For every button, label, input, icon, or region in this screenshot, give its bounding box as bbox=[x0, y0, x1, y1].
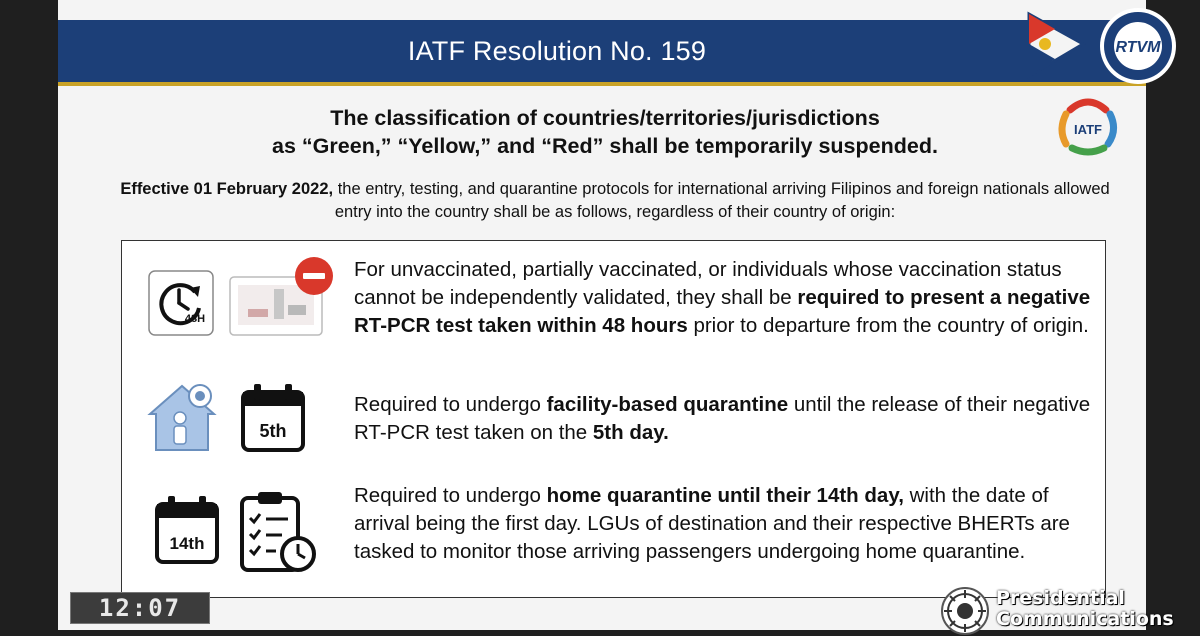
network-name: Presidential bbox=[996, 587, 1125, 609]
rule-2-emphasis: facility-based quarantine bbox=[546, 393, 789, 416]
network-watermark bbox=[996, 588, 1174, 630]
rule-2-text bbox=[354, 391, 1094, 447]
no-entry-test-icon bbox=[228, 255, 336, 337]
rule-1-text-b: prior to departure from the country of origin. bbox=[687, 314, 1089, 337]
rule-3-emphasis: home quarantine until their 14th day, bbox=[546, 484, 904, 507]
rule-1-text-a: For unvaccinated, partially vaccinated, or individuals whose vaccination status cannot be independently validated, they shall be bbox=[354, 258, 1062, 309]
calendar-14th-label: 14th bbox=[169, 534, 205, 553]
presidential-seal-icon bbox=[940, 586, 990, 636]
headline-line-1: The classification of countries/territories/jurisdictions bbox=[330, 106, 880, 130]
rtvm-logo-text: RTVM bbox=[1115, 39, 1161, 56]
rule-2-text-b: until the release of their negative RT-PCR test taken on the bbox=[354, 393, 1091, 444]
rule-3-text bbox=[354, 482, 1094, 566]
iatf-logo-icon bbox=[1052, 90, 1124, 168]
iatf-logo-text: IATF bbox=[1074, 122, 1102, 137]
checklist-clock-icon bbox=[238, 490, 318, 574]
network-name-line2: Communications bbox=[996, 608, 1174, 630]
rule-2-text-a: Required to undergo bbox=[354, 393, 547, 416]
house-quarantine-icon bbox=[146, 380, 218, 452]
title-bar bbox=[58, 20, 1146, 86]
broadcast-clock: 12:07 bbox=[70, 592, 210, 624]
calendar-5th-label: 5th bbox=[259, 421, 287, 441]
intro-text: the entry, testing, and quarantine protocols for international arriving Filipinos and foreign nationals allowed entry into the country shall be as follows, regardless of their country of origin: bbox=[333, 180, 1110, 221]
clock-48h-label: 48H bbox=[184, 313, 206, 325]
clock-48h-icon bbox=[148, 270, 214, 336]
rule-1-text bbox=[354, 256, 1094, 340]
effective-date: Effective 01 February 2022, bbox=[120, 180, 334, 198]
calendar-14th-icon bbox=[154, 494, 220, 566]
calendar-5th-icon bbox=[240, 382, 306, 454]
slide-title: IATF Resolution No. 159 bbox=[407, 35, 707, 66]
rule-2-emphasis-day: 5th day. bbox=[592, 421, 669, 444]
intro-paragraph bbox=[120, 178, 1110, 224]
headline-line-2: as “Green,” “Yellow,” and “Red” shall be temporarily suspended. bbox=[272, 134, 938, 158]
rule-3-text-b: with the date of arrival being the first day. LGUs of destination and their respective BHERTs are tasked to monitor those arriving passengers undergoing home quarantine. bbox=[354, 484, 1070, 563]
headline bbox=[170, 104, 1040, 160]
rtvm-logo-icon bbox=[1098, 6, 1178, 86]
flag-logo-icon bbox=[1025, 10, 1087, 80]
rule-1-emphasis: required to present a negative RT-PCR test taken within 48 hours bbox=[354, 286, 1091, 337]
rule-3-text-a: Required to undergo bbox=[354, 484, 547, 507]
